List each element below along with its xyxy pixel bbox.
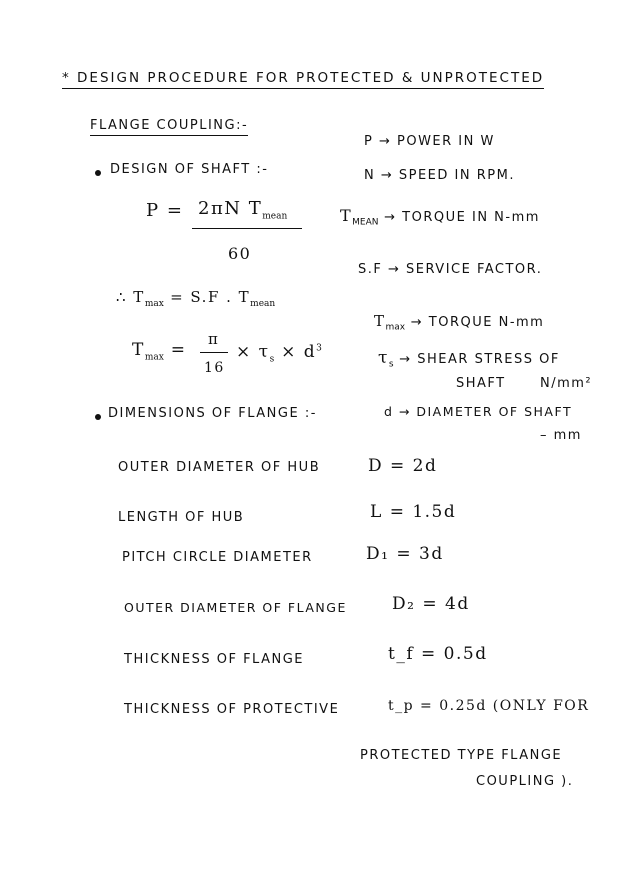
power-eq-numerator [198,198,287,222]
legend-shear-sym: τ [378,348,389,368]
power-eq-num-sub: mean [262,211,288,222]
note-line1: PROTECTED TYPE FLANGE [360,748,563,763]
legend-shear-unit: N/mm² [540,376,593,391]
dim-label: PITCH CIRCLE DIAMETER [122,550,313,565]
legend-diameter: d → DIAMETER OF SHAFT [384,404,573,419]
tmax-formula-rest-sup: 3 [316,343,322,354]
tmax-eq-prefix: ∴ T [116,288,145,306]
bullet-flange [95,414,101,420]
dim-label: LENGTH OF HUB [118,510,245,525]
tmax-formula-rest [236,342,322,364]
legend-service-factor: S.F → SERVICE FACTOR. [358,262,543,277]
power-eq-lhs: P = [146,200,184,221]
flange-heading: DIMENSIONS OF FLANGE :- [108,406,317,421]
page-heading: * DESIGN PROCEDURE FOR PROTECTED & UNPROTECTED [62,70,544,89]
tmax-formula-fraction-line [200,352,228,353]
legend-torque-mean-sym: T [340,206,353,225]
tmax-formula-rest-sub: s [269,354,275,365]
legend-diameter-unit: – mm [540,428,582,443]
shaft-heading: DESIGN OF SHAFT :- [110,162,269,177]
legend-torque-mean-rest: → TORQUE IN N-mm [384,210,540,225]
legend-torque-max-sym: T [374,312,386,330]
subheading: FLANGE COUPLING:- [90,118,248,136]
dim-formula: t_f = 0.5d [388,644,488,664]
legend-torque-mean [340,206,540,228]
tmax-formula-lhs-sub: max [144,352,164,363]
legend-shear-sub: s [388,359,394,370]
tmax-formula-rest-text: × τ [236,342,270,362]
dim-label: OUTER DIAMETER OF FLANGE [124,600,347,615]
power-eq-num-text: 2πN T [198,198,263,219]
legend-torque-max-sub: max [385,322,406,333]
dim-formula: D₁ = 3d [366,544,444,564]
legend-power: P → POWER IN W [364,134,495,149]
legend-shear-line2: SHAFT [456,376,506,391]
dim-formula: t_p = 0.25d (ONLY FOR [388,698,590,714]
dim-formula: D = 2d [368,456,438,476]
tmax-eq-rhs-sub: mean [250,299,276,309]
dim-label: THICKNESS OF PROTECTIVE [124,702,340,717]
dim-label: OUTER DIAMETER OF HUB [118,460,321,475]
tmax-formula-lhs [132,340,186,362]
dim-formula: D₂ = 4d [392,594,470,614]
legend-torque-max-rest: → TORQUE N-mm [410,315,545,330]
legend-shear [378,348,560,370]
power-eq-denominator: 60 [228,244,252,263]
tmax-eq [116,288,275,309]
tmax-formula-denominator: 16 [204,360,225,376]
tmax-formula-equals: = [170,340,187,360]
tmax-formula-rest2: × d [281,342,317,362]
bullet-shaft [95,170,101,176]
power-eq-fraction-line [192,228,302,229]
dim-formula: L = 1.5d [370,502,457,522]
note-line2: COUPLING ). [476,774,574,789]
legend-shear-rest: → SHEAR STRESS OF [399,352,560,367]
tmax-eq-prefix-sub: max [144,299,164,309]
dim-label: THICKNESS OF FLANGE [124,652,304,667]
legend-torque-max [374,312,544,333]
tmax-eq-rhs: = S.F . T [170,288,251,306]
legend-speed: N → SPEED IN RPM. [364,168,515,183]
tmax-formula-numerator: π [208,330,220,348]
legend-torque-mean-sub: MEAN [352,217,379,228]
tmax-formula-lhs-text: T [132,340,145,360]
